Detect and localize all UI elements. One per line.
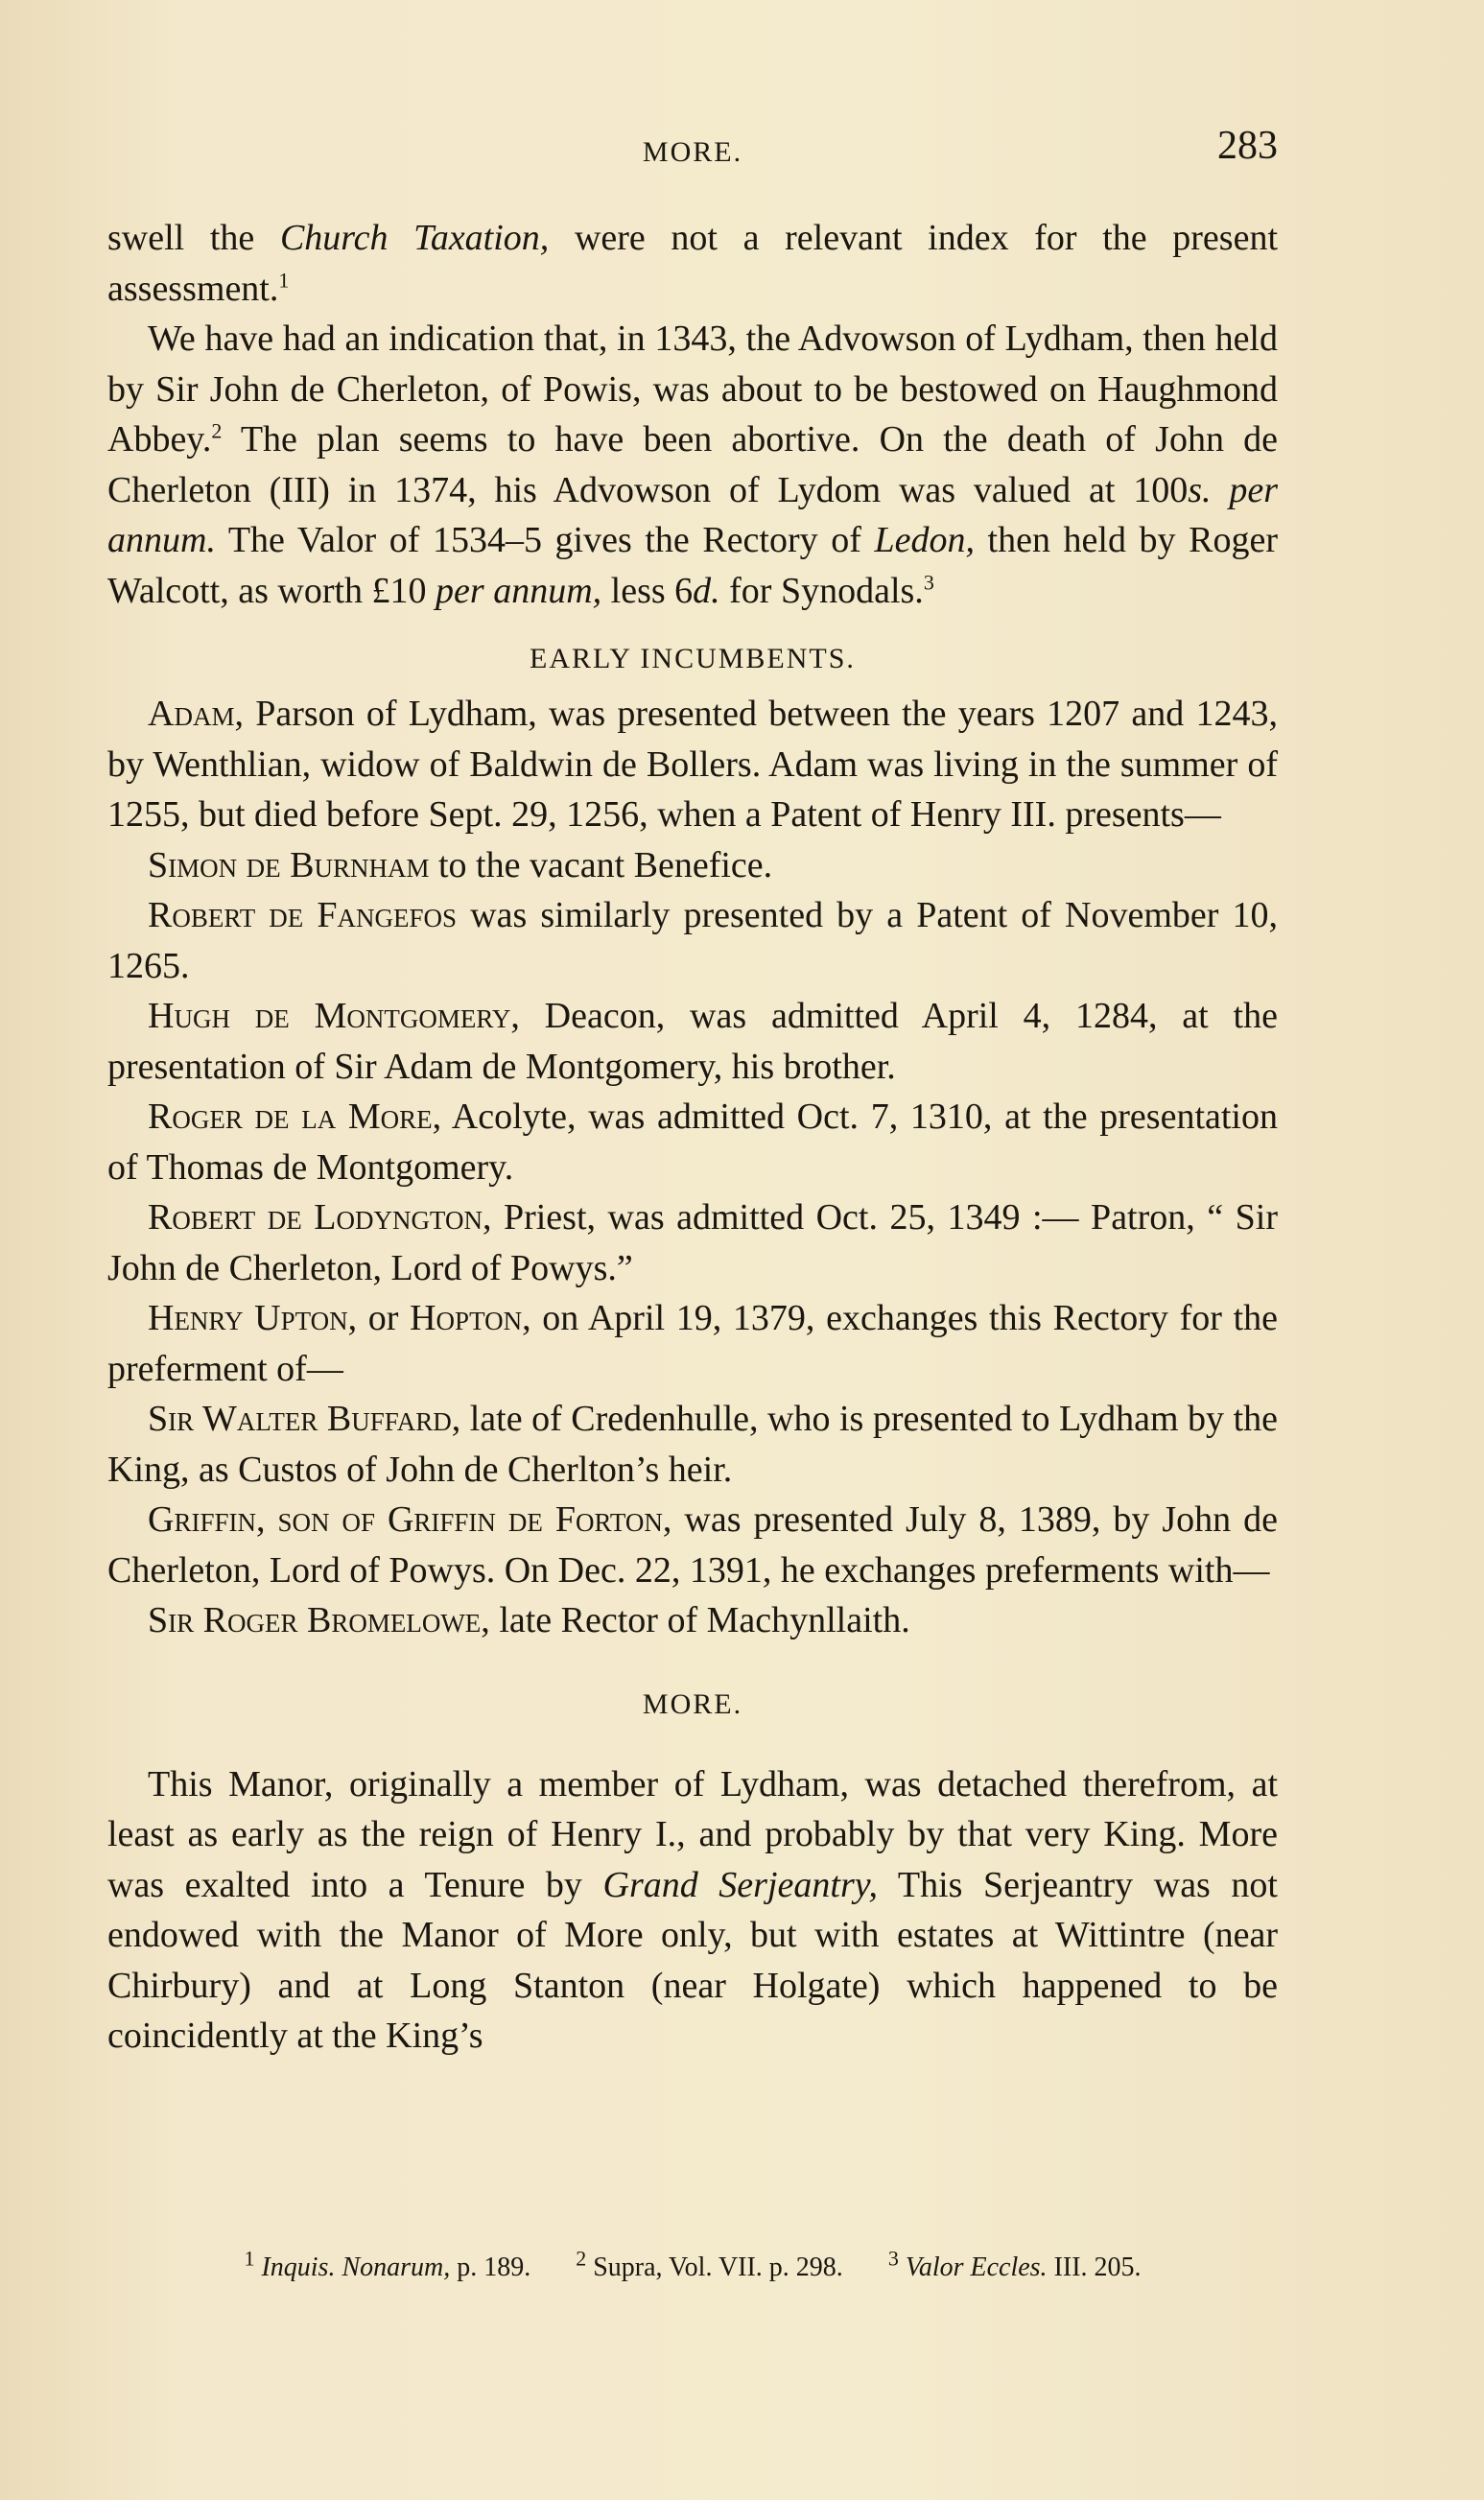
footnote-number: 1	[244, 2246, 255, 2271]
footnote-ref: 2	[211, 418, 223, 443]
footnote-number: 2	[576, 2246, 587, 2271]
incumbent-text: was presented July 8, 1389, by John de Cherleton, Lord of Powys. On Dec. 22, 1391, he exchanges preferments with—	[107, 1499, 1278, 1591]
incumbent-entry	[107, 890, 1278, 991]
italic-run: d.	[693, 570, 720, 611]
paragraph-church-taxation	[107, 213, 1278, 314]
body-text	[107, 213, 1278, 2062]
text-run: This Manor, originally a member of Lydham, was detached therefrom, at least as early as the reign of Henry I., and probably by that very King. More was exalted into a Tenure by	[107, 1763, 1278, 1905]
text-run: swell the	[107, 218, 280, 258]
incumbent-entry	[107, 840, 1278, 891]
incumbent-name: Hopton,	[410, 1298, 531, 1338]
footnote-ref: 1	[278, 267, 290, 292]
footnote-italic: Inquis. Nonarum,	[261, 2252, 451, 2282]
text-run: then held by Roger Walcott, as worth £10	[107, 520, 1278, 611]
footnote-text: p. 189.	[450, 2252, 531, 2282]
incumbent-text: on April 19, 1379, exchanges this Rectory for the preferment of—	[107, 1298, 1278, 1389]
paragraph-advowson	[107, 314, 1278, 616]
incumbent-name: Henry Upton,	[148, 1298, 358, 1338]
italic-run: Church Taxation,	[279, 218, 550, 258]
footnote-number: 3	[887, 2246, 899, 2271]
paragraph-more-manor	[107, 1759, 1278, 2062]
footnote-text: III. 205.	[1047, 2252, 1142, 2282]
incumbent-name: Sir Roger Bromelowe,	[148, 1600, 490, 1640]
footnote-text: Supra, Vol. VII. p. 298.	[593, 2252, 843, 2282]
italic-run: per annum,	[436, 570, 602, 611]
text-run: were not a relevant index for the present assessment.	[107, 218, 1279, 309]
incumbent-text: was similarly presented by a Patent of November 10, 1265.	[107, 895, 1278, 986]
incumbent-text: Parson of Lydham, was presented between the years 1207 and 1243, by Wenthlian, widow of Baldwin de Bollers. Adam was living in the summer of 1255, but died before Sept. 29, 1256, when a Patent of Henry III. presents—	[107, 694, 1278, 835]
footnote	[244, 2246, 531, 2283]
incumbent-entry	[107, 1092, 1278, 1192]
text-run: for Synodals.	[719, 570, 924, 611]
text-run: We have had an indication that, in 1343, the Advowson of Lydham, then held by Sir John de Cherleton, of Powis, was about to be bestowed on Haughmond Abbey.	[107, 318, 1278, 460]
text-run: The plan seems to have been abortive. On the death of John de Cherleton (III) in 1374, his Advowson of Lydom was valued at 100	[107, 419, 1278, 510]
footnotes	[107, 2246, 1278, 2283]
incumbent-name: Roger de la More,	[148, 1097, 442, 1137]
page-number: 283	[1217, 124, 1278, 168]
footnote-italic: Valor Eccles.	[905, 2252, 1048, 2282]
incumbent-text: Deacon, was admitted April 4, 1284, at the presentation of Sir Adam de Montgomery, his brother.	[107, 996, 1278, 1087]
incumbent-text: to the vacant Benefice.	[429, 844, 773, 885]
incumbent-text: late of Credenhulle, who is presented to Lydham by the King, as Custos of John de Cherlton’s heir.	[107, 1399, 1279, 1490]
italic-run: Ledon,	[874, 520, 975, 560]
text-run: The Valor of 1534–5 gives the Rectory of	[215, 520, 875, 560]
footnote	[887, 2246, 1142, 2283]
page-header	[107, 123, 1278, 180]
incumbent-name: Robert de Fangefos	[148, 895, 458, 935]
text-run: This Serjeantry was not endowed with the Manor of More only, but with estates at Wittintre (near Chirbury) and at Long Stanton (near Holgate) which happened to be coincidently at the King’s	[107, 1864, 1278, 2056]
incumbent-text: late Rector of Machynllaith.	[489, 1600, 910, 1640]
footnote	[576, 2246, 843, 2283]
incumbent-entry	[107, 1495, 1278, 1595]
incumbent-name: Sir Walter Buffard,	[148, 1399, 461, 1439]
incumbent-name: Griffin, son of Griffin de Forton,	[148, 1499, 672, 1540]
incumbent-name: Robert de Lodyngton,	[148, 1197, 492, 1238]
text-run: less 6	[601, 570, 694, 611]
incumbent-text: Acolyte, was admitted Oct. 7, 1310, at the presentation of Thomas de Montgomery.	[107, 1097, 1278, 1188]
incumbent-entry	[107, 1595, 1278, 1646]
italic-run: Grand Serjeantry,	[602, 1864, 878, 1905]
italic-run: s. per annum.	[107, 469, 1278, 560]
incumbent-entry	[107, 1192, 1278, 1293]
footnote-ref: 3	[923, 569, 934, 594]
incumbent-text: or	[357, 1298, 411, 1338]
incumbent-name: Simon de Burnham	[148, 844, 430, 885]
incumbent-entry	[107, 689, 1278, 840]
section-heading-early-incumbents: EARLY INCUMBENTS.	[530, 643, 856, 674]
running-head: MORE.	[642, 136, 743, 168]
incumbent-entry	[107, 1293, 1278, 1394]
incumbent-name: Hugh de Montgomery,	[148, 996, 520, 1036]
incumbent-entry	[107, 991, 1278, 1092]
incumbent-text: Priest, was admitted Oct. 25, 1349 :— Patron, “ Sir John de Cherleton, Lord of Powys.”	[107, 1197, 1278, 1288]
incumbent-name: Adam,	[148, 694, 244, 734]
section-heading-more: MORE.	[642, 1687, 743, 1720]
incumbent-entry	[107, 1394, 1278, 1495]
